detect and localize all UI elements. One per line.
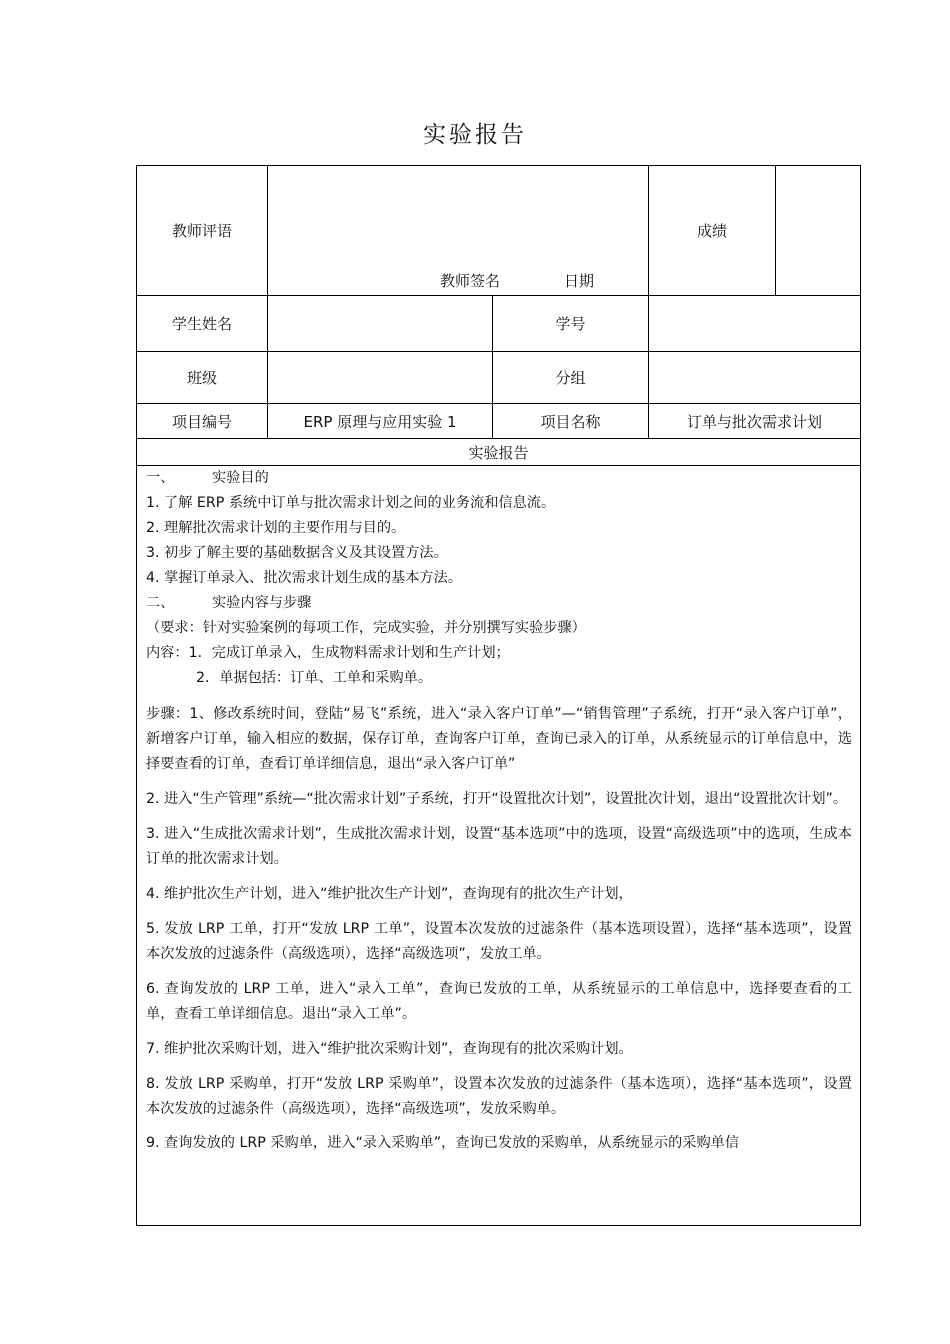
- section-heading-content: 二、 实验内容与步骤: [146, 595, 312, 611]
- requirement-note: （要求：针对实验案例的每项工作，完成实验，并分别撰写实验步骤）: [146, 620, 586, 636]
- report-body-row: [137, 466, 861, 1226]
- page-title: 实验报告: [423, 122, 527, 148]
- step-paragraph-cutoff: 9. 查询发放的 LRP 采购单，进入“录入采购单”，查询已发放的采购单，从系统显示的采购单信: [146, 1135, 740, 1151]
- student-name-field[interactable]: [268, 296, 493, 352]
- report-body: [137, 466, 860, 1156]
- report-body-cell: [137, 466, 861, 1226]
- project-name-value: 订单与批次需求计划: [649, 404, 861, 439]
- step-paragraph: 3. 进入“生成批次需求计划”，生成批次需求计划，设置“基本选项”中的选项，设置“高级选项”中的选项，生成本订单的批次需求计划。: [146, 826, 852, 867]
- student-name-label: 学生姓名: [137, 296, 268, 352]
- section-heading-objectives: 一、 实验目的: [146, 470, 269, 486]
- step-paragraph: 6. 查询发放的 LRP 工单，进入“录入工单”，查询已发放的工单，从系统显示的工单信息中，选择要查看的工单，查看工单详细信息。退出“录入工单”。: [146, 981, 852, 1022]
- step-paragraph: 7. 维护批次采购计划，进入“维护批次采购计划”，查询现有的批次采购计划。: [146, 1041, 633, 1057]
- step-paragraph: 2. 进入“生产管理”系统—“批次需求计划”子系统，打开“设置批次计划”，设置批次计划，退出“设置批次计划”。: [146, 791, 848, 807]
- grade-field[interactable]: [776, 166, 861, 296]
- teacher-comment-row: [137, 166, 861, 296]
- project-row: [137, 404, 861, 439]
- class-row: [137, 352, 861, 404]
- student-id-label: 学号: [493, 296, 649, 352]
- step-paragraph: 5. 发放 LRP 工单，打开“发放 LRP 工单”，设置本次发放的过滤条件（基本选项设置），选择“基本选项”，设置本次发放的过滤条件（高级选项），选择“高级选项”，发放工单。: [146, 921, 852, 962]
- student-name-row: [137, 296, 861, 352]
- teacher-comment-field[interactable]: [268, 166, 649, 296]
- student-id-field[interactable]: [649, 296, 861, 352]
- group-field[interactable]: [649, 352, 861, 404]
- group-label: 分组: [493, 352, 649, 404]
- project-name-label: 项目名称: [493, 404, 649, 439]
- goal-item: 3. 初步了解主要的基础数据含义及其设置方法。: [146, 545, 448, 561]
- step-paragraph: 8. 发放 LRP 采购单，打开“发放 LRP 采购单”，设置本次发放的过滤条件（基本选项），选择“基本选项”，设置本次发放的过滤条件（高级选项），选择“高级选项”，发放采购单。: [146, 1076, 852, 1117]
- report-header-row: [137, 439, 861, 466]
- grade-label: 成绩: [649, 166, 776, 296]
- teacher-comment-label: 教师评语: [137, 166, 268, 296]
- step-paragraph: 4. 维护批次生产计划，进入“维护批次生产计划”，查询现有的批次生产计划，: [146, 886, 633, 902]
- goal-item: 1. 了解 ERP 系统中订单与批次需求计划之间的业务流和信息流。: [146, 495, 556, 511]
- goal-item: 2. 理解批次需求计划的主要作用与目的。: [146, 520, 406, 536]
- date-label: 日期: [564, 272, 595, 290]
- project-no-value: ERP 原理与应用实验 1: [268, 404, 493, 439]
- content-line: 内容：1．完成订单录入，生成物料需求计划和生产计划；: [146, 645, 510, 661]
- class-field[interactable]: [268, 352, 493, 404]
- step-paragraph: 步骤：1、修改系统时间，登陆“易飞”系统，进入“录入客户订单”—“销售管理”子系统，打开“录入客户订单”，新增客户订单，输入相应的数据，保存订单，查询客户订单，查询已录入的订单，从系统显示的订单信息中，选择要查看的订单，查看订单详细信息，退出“录入客户订单”: [146, 706, 852, 772]
- teacher-signature-line: [440, 270, 594, 291]
- goal-item: 4. 掌握订单录入、批次需求计划生成的基本方法。: [146, 570, 462, 586]
- report-form-table: [136, 165, 861, 1226]
- project-no-label: 项目编号: [137, 404, 268, 439]
- teacher-sign-label: 教师签名: [440, 272, 501, 290]
- content-line: 2．单据包括：订单、工单和采购单。: [196, 670, 433, 686]
- report-section-label: 实验报告: [137, 439, 861, 466]
- class-label: 班级: [137, 352, 268, 404]
